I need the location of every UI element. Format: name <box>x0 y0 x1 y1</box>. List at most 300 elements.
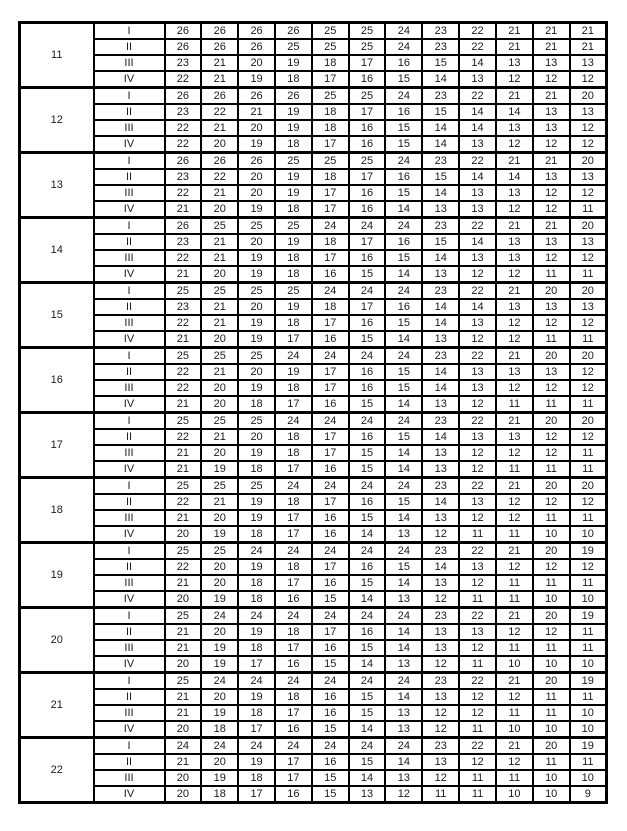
value-cell: 15 <box>422 55 459 71</box>
value-cell: 13 <box>459 364 496 380</box>
value-cell: 14 <box>459 299 496 315</box>
value-cell: 19 <box>275 104 312 120</box>
table-row <box>20 770 607 786</box>
row-label-roman: II <box>94 429 165 445</box>
value-cell: 22 <box>459 153 496 170</box>
value-cell: 12 <box>533 445 570 461</box>
value-cell: 17 <box>275 705 312 721</box>
value-cell: 26 <box>165 39 202 55</box>
value-cell: 22 <box>459 543 496 560</box>
value-cell: 20 <box>533 413 570 430</box>
value-cell: 24 <box>385 23 422 40</box>
value-cell: 14 <box>459 234 496 250</box>
value-cell: 12 <box>496 201 533 218</box>
value-cell: 15 <box>312 786 349 803</box>
value-cell: 17 <box>238 656 275 673</box>
value-cell: 10 <box>496 786 533 803</box>
group-label: 22 <box>20 738 94 803</box>
value-cell: 17 <box>312 445 349 461</box>
value-cell: 11 <box>570 689 607 705</box>
value-cell: 13 <box>422 640 459 656</box>
value-cell: 11 <box>496 575 533 591</box>
value-cell: 22 <box>165 185 202 201</box>
table-row <box>20 673 607 690</box>
value-cell: 19 <box>238 136 275 153</box>
value-cell: 15 <box>349 640 386 656</box>
row-label-roman: IV <box>94 396 165 413</box>
value-cell: 21 <box>165 705 202 721</box>
group-label: 17 <box>20 413 94 478</box>
table-row <box>20 559 607 575</box>
value-cell: 13 <box>422 689 459 705</box>
value-cell: 12 <box>459 396 496 413</box>
value-cell: 22 <box>201 169 238 185</box>
value-cell: 16 <box>349 120 386 136</box>
row-label-roman: II <box>94 689 165 705</box>
table-row <box>20 234 607 250</box>
value-cell: 25 <box>275 218 312 235</box>
value-cell: 24 <box>275 738 312 755</box>
value-cell: 14 <box>496 169 533 185</box>
table-row <box>20 656 607 673</box>
row-label-roman: I <box>94 283 165 300</box>
value-cell: 16 <box>349 136 386 153</box>
value-cell: 18 <box>275 71 312 88</box>
value-cell: 17 <box>312 494 349 510</box>
value-cell: 14 <box>385 201 422 218</box>
value-cell: 16 <box>312 689 349 705</box>
value-cell: 15 <box>312 591 349 608</box>
value-cell: 20 <box>238 299 275 315</box>
value-cell: 15 <box>385 364 422 380</box>
value-cell: 11 <box>496 770 533 786</box>
value-cell: 21 <box>496 348 533 365</box>
value-cell: 18 <box>275 559 312 575</box>
row-label-roman: I <box>94 543 165 560</box>
value-cell: 11 <box>459 786 496 803</box>
value-cell: 20 <box>238 364 275 380</box>
row-label-roman: III <box>94 575 165 591</box>
row-label-roman: IV <box>94 331 165 348</box>
value-cell: 21 <box>165 331 202 348</box>
value-cell: 26 <box>238 88 275 105</box>
value-cell: 21 <box>570 23 607 40</box>
value-cell: 23 <box>422 88 459 105</box>
score-table <box>18 21 608 804</box>
value-cell: 21 <box>165 201 202 218</box>
value-cell: 25 <box>238 283 275 300</box>
value-cell: 21 <box>201 185 238 201</box>
table-row <box>20 721 607 738</box>
table-row <box>20 396 607 413</box>
value-cell: 12 <box>533 559 570 575</box>
value-cell: 15 <box>385 494 422 510</box>
value-cell: 14 <box>459 169 496 185</box>
value-cell: 24 <box>312 413 349 430</box>
value-cell: 12 <box>533 71 570 88</box>
value-cell: 16 <box>312 510 349 526</box>
value-cell: 12 <box>422 526 459 543</box>
value-cell: 12 <box>496 136 533 153</box>
value-cell: 26 <box>201 88 238 105</box>
value-cell: 13 <box>422 461 459 478</box>
value-cell: 14 <box>385 331 422 348</box>
value-cell: 19 <box>238 315 275 331</box>
value-cell: 24 <box>385 348 422 365</box>
value-cell: 14 <box>385 461 422 478</box>
value-cell: 13 <box>459 494 496 510</box>
value-cell: 12 <box>533 250 570 266</box>
value-cell: 17 <box>312 624 349 640</box>
value-cell: 16 <box>349 201 386 218</box>
value-cell: 17 <box>275 331 312 348</box>
row-label-roman: IV <box>94 591 165 608</box>
row-label-roman: III <box>94 770 165 786</box>
value-cell: 16 <box>385 55 422 71</box>
value-cell: 22 <box>165 559 202 575</box>
value-cell: 19 <box>275 120 312 136</box>
value-cell: 24 <box>238 543 275 560</box>
value-cell: 15 <box>385 185 422 201</box>
value-cell: 12 <box>422 591 459 608</box>
row-label-roman: II <box>94 754 165 770</box>
value-cell: 20 <box>201 445 238 461</box>
value-cell: 21 <box>165 461 202 478</box>
value-cell: 18 <box>275 445 312 461</box>
value-cell: 20 <box>238 120 275 136</box>
value-cell: 13 <box>533 364 570 380</box>
value-cell: 12 <box>570 429 607 445</box>
group-label: 16 <box>20 348 94 413</box>
value-cell: 20 <box>570 218 607 235</box>
value-cell: 12 <box>496 315 533 331</box>
value-cell: 16 <box>275 591 312 608</box>
value-cell: 25 <box>349 23 386 40</box>
value-cell: 23 <box>422 413 459 430</box>
value-cell: 23 <box>422 153 459 170</box>
row-label-roman: I <box>94 348 165 365</box>
value-cell: 23 <box>422 218 459 235</box>
value-cell: 20 <box>570 413 607 430</box>
table-row <box>20 461 607 478</box>
value-cell: 23 <box>165 169 202 185</box>
value-cell: 25 <box>201 413 238 430</box>
value-cell: 12 <box>570 136 607 153</box>
value-cell: 20 <box>165 591 202 608</box>
value-cell: 17 <box>275 510 312 526</box>
value-cell: 18 <box>238 640 275 656</box>
table-row <box>20 331 607 348</box>
value-cell: 13 <box>349 786 386 803</box>
value-cell: 14 <box>422 185 459 201</box>
value-cell: 13 <box>385 591 422 608</box>
value-cell: 21 <box>201 234 238 250</box>
value-cell: 13 <box>570 299 607 315</box>
value-cell: 14 <box>349 721 386 738</box>
value-cell: 17 <box>349 299 386 315</box>
value-cell: 18 <box>238 526 275 543</box>
value-cell: 19 <box>238 71 275 88</box>
value-cell: 13 <box>422 575 459 591</box>
value-cell: 20 <box>570 348 607 365</box>
value-cell: 10 <box>533 721 570 738</box>
table-row <box>20 591 607 608</box>
value-cell: 12 <box>496 266 533 283</box>
value-cell: 20 <box>165 526 202 543</box>
value-cell: 12 <box>459 331 496 348</box>
value-cell: 12 <box>459 754 496 770</box>
value-cell: 14 <box>459 120 496 136</box>
value-cell: 17 <box>275 461 312 478</box>
value-cell: 21 <box>238 104 275 120</box>
value-cell: 18 <box>275 136 312 153</box>
value-cell: 22 <box>459 218 496 235</box>
value-cell: 13 <box>459 201 496 218</box>
value-cell: 12 <box>533 429 570 445</box>
value-cell: 17 <box>238 786 275 803</box>
value-cell: 12 <box>422 705 459 721</box>
value-cell: 24 <box>312 543 349 560</box>
row-label-roman: III <box>94 315 165 331</box>
value-cell: 24 <box>349 218 386 235</box>
value-cell: 12 <box>533 185 570 201</box>
row-label-roman: III <box>94 445 165 461</box>
value-cell: 15 <box>385 136 422 153</box>
value-cell: 26 <box>238 23 275 40</box>
value-cell: 20 <box>201 575 238 591</box>
value-cell: 20 <box>201 510 238 526</box>
value-cell: 19 <box>201 640 238 656</box>
table-row <box>20 543 607 560</box>
value-cell: 11 <box>570 331 607 348</box>
table-row <box>20 250 607 266</box>
value-cell: 24 <box>385 738 422 755</box>
row-label-roman: I <box>94 88 165 105</box>
value-cell: 20 <box>201 266 238 283</box>
value-cell: 17 <box>312 315 349 331</box>
value-cell: 19 <box>275 55 312 71</box>
value-cell: 21 <box>496 218 533 235</box>
value-cell: 19 <box>238 494 275 510</box>
value-cell: 15 <box>385 559 422 575</box>
value-cell: 24 <box>201 738 238 755</box>
value-cell: 16 <box>312 331 349 348</box>
row-label-roman: IV <box>94 656 165 673</box>
value-cell: 19 <box>238 689 275 705</box>
value-cell: 25 <box>349 39 386 55</box>
group-label: 20 <box>20 608 94 673</box>
table-row <box>20 380 607 396</box>
value-cell: 26 <box>238 39 275 55</box>
value-cell: 23 <box>422 348 459 365</box>
value-cell: 24 <box>275 543 312 560</box>
value-cell: 24 <box>238 738 275 755</box>
value-cell: 15 <box>349 331 386 348</box>
row-label-roman: IV <box>94 266 165 283</box>
table-row <box>20 120 607 136</box>
row-label-roman: IV <box>94 721 165 738</box>
value-cell: 12 <box>459 445 496 461</box>
value-cell: 26 <box>238 153 275 170</box>
value-cell: 13 <box>459 624 496 640</box>
value-cell: 18 <box>238 396 275 413</box>
row-label-roman: I <box>94 153 165 170</box>
value-cell: 21 <box>201 494 238 510</box>
value-cell: 24 <box>349 283 386 300</box>
value-cell: 19 <box>238 754 275 770</box>
value-cell: 16 <box>312 396 349 413</box>
value-cell: 23 <box>165 299 202 315</box>
value-cell: 24 <box>275 608 312 625</box>
value-cell: 22 <box>459 39 496 55</box>
value-cell: 18 <box>238 591 275 608</box>
value-cell: 11 <box>570 396 607 413</box>
value-cell: 12 <box>496 624 533 640</box>
row-label-roman: I <box>94 738 165 755</box>
value-cell: 10 <box>570 656 607 673</box>
value-cell: 10 <box>533 786 570 803</box>
value-cell: 21 <box>201 429 238 445</box>
value-cell: 17 <box>312 185 349 201</box>
value-cell: 21 <box>496 673 533 690</box>
value-cell: 22 <box>165 429 202 445</box>
value-cell: 25 <box>201 543 238 560</box>
value-cell: 21 <box>496 413 533 430</box>
value-cell: 24 <box>385 608 422 625</box>
table-row <box>20 575 607 591</box>
value-cell: 11 <box>570 266 607 283</box>
value-cell: 26 <box>275 23 312 40</box>
table-row <box>20 786 607 803</box>
row-label-roman: IV <box>94 526 165 543</box>
value-cell: 25 <box>201 218 238 235</box>
value-cell: 22 <box>459 413 496 430</box>
group-label: 13 <box>20 153 94 218</box>
value-cell: 24 <box>201 608 238 625</box>
value-cell: 11 <box>533 461 570 478</box>
value-cell: 16 <box>275 786 312 803</box>
value-cell: 13 <box>496 364 533 380</box>
row-label-roman: III <box>94 185 165 201</box>
value-cell: 14 <box>349 591 386 608</box>
value-cell: 18 <box>238 575 275 591</box>
value-cell: 12 <box>570 315 607 331</box>
row-label-roman: II <box>94 364 165 380</box>
value-cell: 12 <box>459 575 496 591</box>
value-cell: 25 <box>165 283 202 300</box>
value-cell: 13 <box>533 234 570 250</box>
value-cell: 12 <box>422 721 459 738</box>
value-cell: 24 <box>275 413 312 430</box>
value-cell: 19 <box>238 250 275 266</box>
value-cell: 11 <box>533 266 570 283</box>
value-cell: 21 <box>496 543 533 560</box>
value-cell: 16 <box>385 104 422 120</box>
value-cell: 17 <box>349 104 386 120</box>
value-cell: 12 <box>496 494 533 510</box>
value-cell: 15 <box>312 721 349 738</box>
value-cell: 21 <box>201 364 238 380</box>
value-cell: 13 <box>496 120 533 136</box>
value-cell: 13 <box>496 185 533 201</box>
value-cell: 15 <box>349 445 386 461</box>
value-cell: 14 <box>496 104 533 120</box>
value-cell: 20 <box>201 396 238 413</box>
value-cell: 12 <box>570 120 607 136</box>
value-cell: 17 <box>349 169 386 185</box>
value-cell: 12 <box>533 494 570 510</box>
value-cell: 15 <box>385 250 422 266</box>
value-cell: 13 <box>459 559 496 575</box>
value-cell: 19 <box>275 234 312 250</box>
value-cell: 13 <box>385 721 422 738</box>
value-cell: 15 <box>385 120 422 136</box>
value-cell: 20 <box>238 429 275 445</box>
value-cell: 20 <box>570 478 607 495</box>
value-cell: 18 <box>275 315 312 331</box>
value-cell: 15 <box>349 689 386 705</box>
value-cell: 12 <box>570 364 607 380</box>
value-cell: 10 <box>570 591 607 608</box>
value-cell: 22 <box>165 136 202 153</box>
value-cell: 11 <box>533 396 570 413</box>
value-cell: 23 <box>422 673 459 690</box>
table-row <box>20 55 607 71</box>
value-cell: 13 <box>570 234 607 250</box>
value-cell: 16 <box>385 234 422 250</box>
value-cell: 12 <box>459 705 496 721</box>
value-cell: 19 <box>238 201 275 218</box>
value-cell: 17 <box>312 201 349 218</box>
value-cell: 13 <box>533 299 570 315</box>
value-cell: 25 <box>201 478 238 495</box>
value-cell: 16 <box>385 299 422 315</box>
value-cell: 20 <box>165 770 202 786</box>
value-cell: 13 <box>385 705 422 721</box>
value-cell: 22 <box>165 315 202 331</box>
value-cell: 16 <box>349 364 386 380</box>
value-cell: 26 <box>201 23 238 40</box>
value-cell: 22 <box>459 88 496 105</box>
value-cell: 18 <box>275 429 312 445</box>
value-cell: 24 <box>349 478 386 495</box>
value-cell: 15 <box>422 169 459 185</box>
value-cell: 13 <box>533 169 570 185</box>
value-cell: 13 <box>422 624 459 640</box>
value-cell: 20 <box>533 673 570 690</box>
table-row <box>20 738 607 755</box>
value-cell: 17 <box>275 396 312 413</box>
value-cell: 18 <box>201 721 238 738</box>
value-cell: 13 <box>496 234 533 250</box>
value-cell: 16 <box>312 526 349 543</box>
value-cell: 11 <box>533 705 570 721</box>
value-cell: 15 <box>349 266 386 283</box>
value-cell: 16 <box>349 250 386 266</box>
value-cell: 18 <box>275 494 312 510</box>
value-cell: 24 <box>238 673 275 690</box>
value-cell: 20 <box>201 754 238 770</box>
value-cell: 21 <box>165 396 202 413</box>
value-cell: 11 <box>459 591 496 608</box>
value-cell: 12 <box>459 640 496 656</box>
value-cell: 20 <box>533 608 570 625</box>
table-row <box>20 104 607 120</box>
row-label-roman: II <box>94 39 165 55</box>
value-cell: 18 <box>312 55 349 71</box>
value-cell: 18 <box>312 104 349 120</box>
value-cell: 13 <box>459 315 496 331</box>
